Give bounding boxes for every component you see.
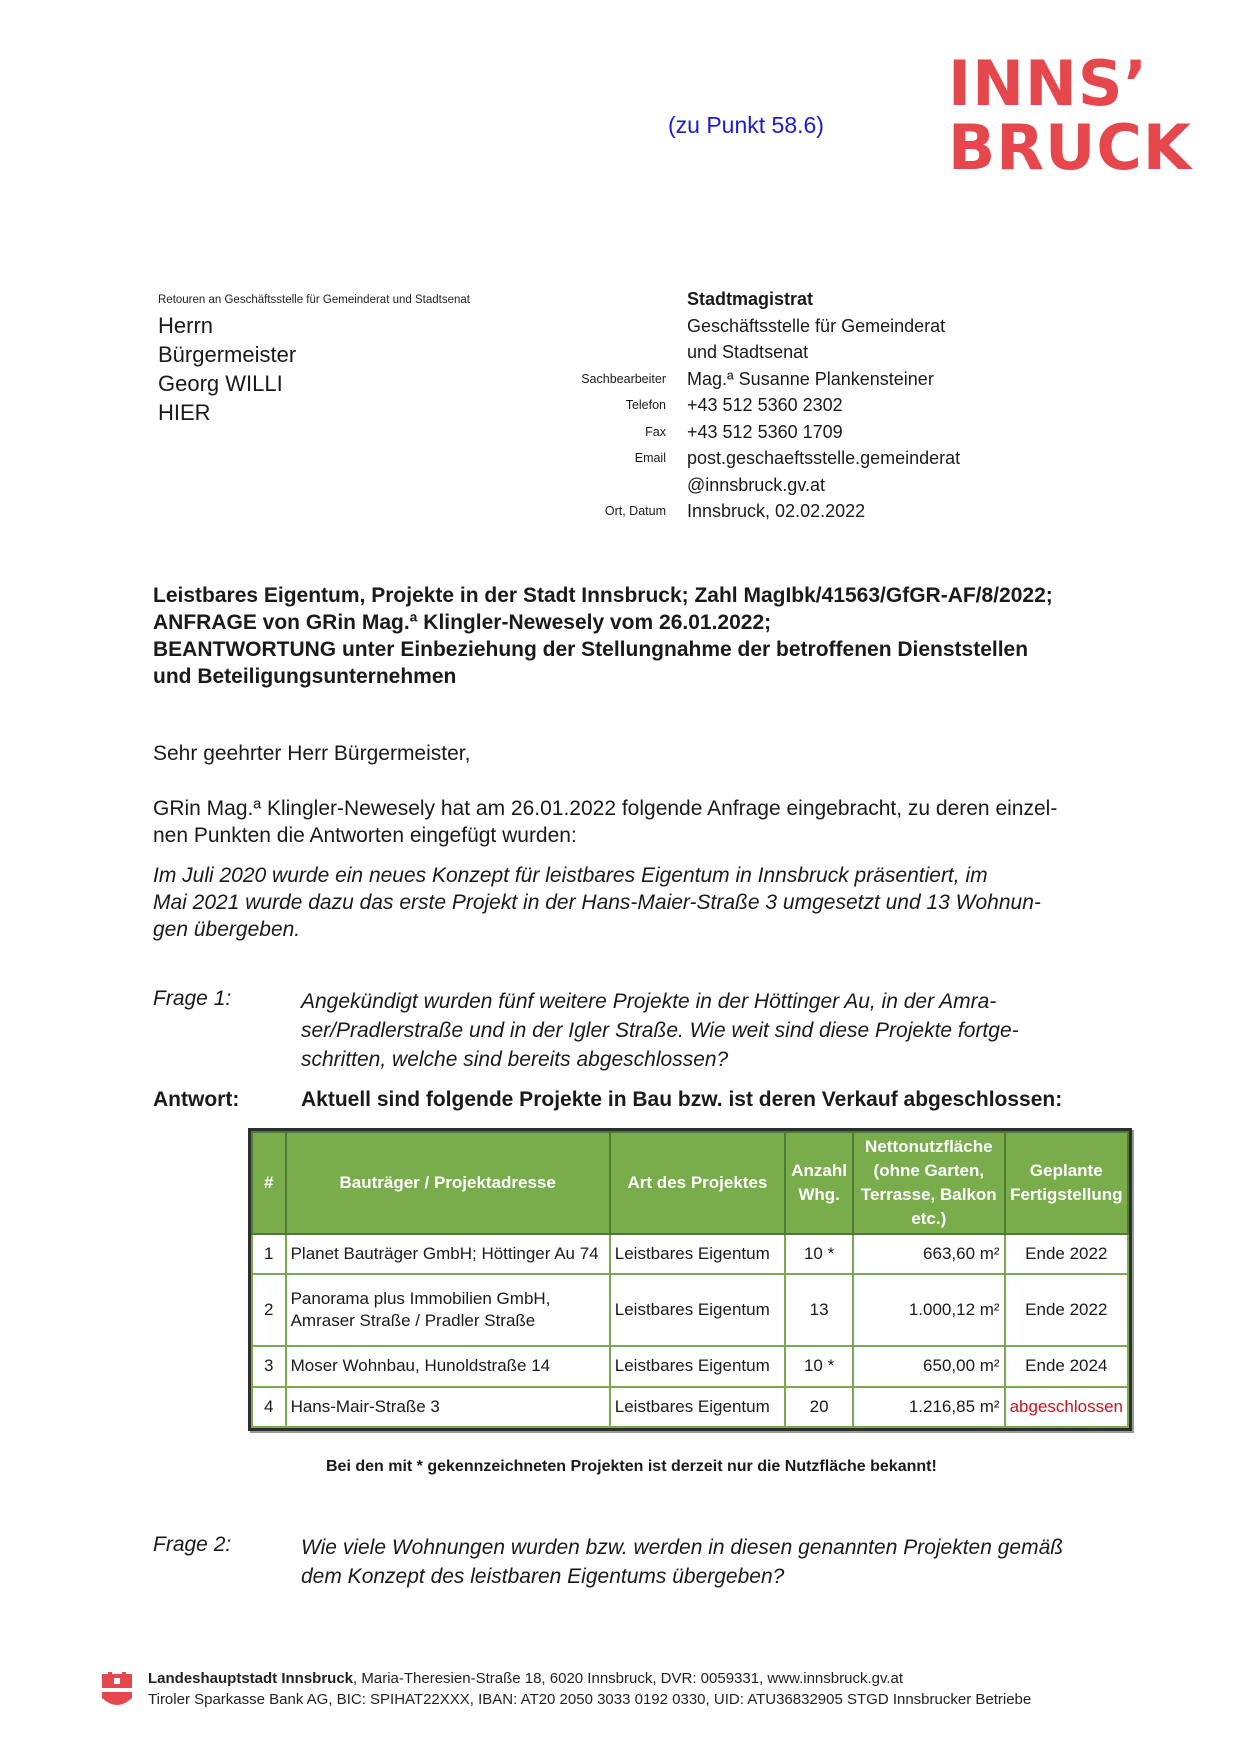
reference-note: (zu Punkt 58.6) [668, 112, 824, 138]
question-1-text [301, 987, 1141, 1074]
cell-num: 1 [252, 1234, 286, 1274]
recipient-block [158, 311, 296, 427]
footer-address: , Maria-Theresien-Straße 18, 6020 Innsbruck, DVR: 0059331, www.innsbruck.gv.at [353, 1670, 904, 1687]
subject-line: Leistbares Eigentum, Projekte in der Stadt Innsbruck; Zahl MagIbk/41563/GfGR-AF/8/2022; [153, 584, 1053, 607]
recipient-line: HIER [158, 400, 211, 425]
quote-line: Mai 2021 wurde dazu das erste Projekt in der Hans-Maier-Straße 3 umgesetzt und 13 Wohnun- [153, 891, 1041, 914]
quote-line: Im Juli 2020 wurde ein neues Konzept für leistbares Eigentum in Innsbruck präsentiert, im [153, 864, 988, 887]
city-coat-of-arms-icon [100, 1672, 134, 1712]
cell-completion-status: abgeschlossen [1005, 1387, 1128, 1427]
intro-line: GRin Mag.ª Klingler-Newesely hat am 26.01.2022 folgende Anfrage eingebracht, zu deren einzel- [153, 797, 1058, 820]
footer-org: Landeshauptstadt Innsbruck [148, 1670, 354, 1687]
footer-line-2: Tiroler Sparkasse Bank AG, BIC: SPIHAT22XXX, IBAN: AT20 2050 3033 0192 0330, UID: ATU36832905 STGD Innsbrucker Betriebe [148, 1691, 1032, 1708]
cell-developer: Hans-Mair-Straße 3 [286, 1387, 610, 1427]
subject-block [153, 582, 1153, 690]
fax-label: Fax [645, 424, 666, 439]
subject-line: und Beteiligungsunternehmen [153, 665, 457, 688]
sender-dept: und Stadtsenat [687, 342, 809, 362]
question-line: ser/Pradlerstraße und in der Igler Straße. Wie weit sind diese Projekte fortge- [301, 1019, 1019, 1042]
cell-area: 663,60 m² [853, 1234, 1005, 1274]
recipient-line: Georg WILLI [158, 371, 283, 396]
col-header-developer: Bauträger / Projektadresse [286, 1132, 610, 1234]
clerk-label: Sachbearbeiter [581, 371, 666, 386]
subject-line: BEANTWORTUNG unter Einbeziehung der Stellungnahme der betroffenen Dienststellen [153, 638, 1029, 661]
cell-completion: Ende 2022 [1005, 1234, 1128, 1274]
sender-labels [520, 286, 666, 525]
sender-email: @innsbruck.gv.at [687, 474, 825, 495]
answer-1-label: Antwort: [153, 1088, 240, 1111]
cell-completion: Ende 2024 [1005, 1346, 1128, 1386]
footer-line-1 [148, 1668, 1031, 1689]
sender-clerk: Mag.ª Susanne Plankensteiner [687, 368, 934, 389]
cell-units: 20 [785, 1387, 853, 1427]
projects-table [248, 1128, 1132, 1431]
phone-label: Telefon [625, 398, 666, 412]
innsbruck-logo [948, 47, 1194, 184]
cell-area: 1.216,85 m² [853, 1387, 1005, 1427]
col-header-area: Nettonutzfläche (ohne Garten, Terrasse, Balkon etc.) [853, 1132, 1005, 1234]
cell-type: Leistbares Eigentum [610, 1234, 785, 1274]
col-header-units: Anzahl Whg. [785, 1132, 853, 1234]
col-header-num: # [252, 1132, 286, 1234]
table-footnote: Bei den mit * gekennzeichneten Projekten ist derzeit nur die Nutzfläche bekannt! [326, 1458, 937, 1475]
question-1-label: Frage 1: [153, 987, 232, 1010]
cell-developer: Planet Bauträger GmbH; Höttinger Au 74 [286, 1234, 610, 1274]
cell-num: 4 [252, 1387, 286, 1427]
intro-paragraph [153, 795, 1143, 849]
cell-developer: Moser Wohnbau, Hunoldstraße 14 [286, 1346, 610, 1386]
cell-area: 1.000,12 m² [853, 1274, 1005, 1346]
sender-phone: +43 512 5360 2302 [687, 395, 843, 415]
quote-line: gen übergeben. [153, 918, 301, 941]
table-row [252, 1234, 1128, 1274]
recipient-line: Herrn [158, 313, 214, 338]
cell-units: 10 * [785, 1234, 853, 1274]
logo-line-2: BRUCK [948, 111, 1192, 184]
cell-units: 13 [785, 1274, 853, 1346]
cell-completion: Ende 2022 [1005, 1274, 1128, 1346]
cell-area: 650,00 m² [853, 1346, 1005, 1386]
cell-num: 2 [252, 1274, 286, 1346]
subject-line: ANFRAGE von GRin Mag.ª Klingler-Newesely vom 26.01.2022; [153, 611, 772, 634]
logo-line-1: INNS’ [948, 47, 1149, 120]
intro-line: nen Punkten die Antworten eingefügt wurden: [153, 824, 577, 847]
cell-num: 3 [252, 1346, 286, 1386]
question-2-text [301, 1533, 1141, 1591]
cell-type: Leistbares Eigentum [610, 1274, 785, 1346]
cell-type: Leistbares Eigentum [610, 1346, 785, 1386]
sender-block [687, 286, 960, 525]
question-line: Angekündigt wurden fünf weitere Projekte in der Höttinger Au, in der Amra- [301, 990, 997, 1013]
sender-fax: +43 512 5360 1709 [687, 421, 843, 442]
col-header-completion: Geplante Fertigstellung [1005, 1132, 1128, 1234]
sender-date: Innsbruck, 02.02.2022 [687, 501, 866, 521]
date-label: Ort, Datum [604, 504, 666, 518]
sender-org: Stadtmagistrat [687, 289, 814, 309]
question-line: dem Konzept des leistbaren Eigentums übergeben? [301, 1565, 785, 1588]
sender-dept: Geschäftsstelle für Gemeinderat [687, 315, 946, 336]
inquiry-quote [153, 862, 1143, 943]
cell-developer: Panorama plus Immobilien GmbH, Amraser Straße / Pradler Straße [286, 1274, 610, 1346]
footer [148, 1668, 1031, 1710]
recipient-line: Bürgermeister [158, 342, 297, 367]
return-address: Retouren an Geschäftsstelle für Gemeinderat und Stadtsenat [158, 294, 470, 306]
answer-1-text: Aktuell sind folgende Projekte in Bau bzw. ist deren Verkauf abgeschlossen: [301, 1088, 1063, 1111]
salutation: Sehr geehrter Herr Bürgermeister, [153, 742, 471, 765]
table-row [252, 1346, 1128, 1386]
cell-units: 10 * [785, 1346, 853, 1386]
question-line: Wie viele Wohnungen wurden bzw. werden in diesen genannten Projekten gemäß [301, 1536, 1064, 1559]
table-row [252, 1274, 1128, 1346]
table-row [252, 1387, 1128, 1427]
question-2-label: Frage 2: [153, 1533, 232, 1556]
question-line: schritten, welche sind bereits abgeschlossen? [301, 1048, 729, 1071]
email-label: Email [634, 451, 666, 465]
sender-email: post.geschaeftsstelle.gemeinderat [687, 448, 961, 468]
col-header-type: Art des Projektes [610, 1132, 785, 1234]
cell-type: Leistbares Eigentum [610, 1387, 785, 1427]
table-header-row [252, 1132, 1128, 1234]
